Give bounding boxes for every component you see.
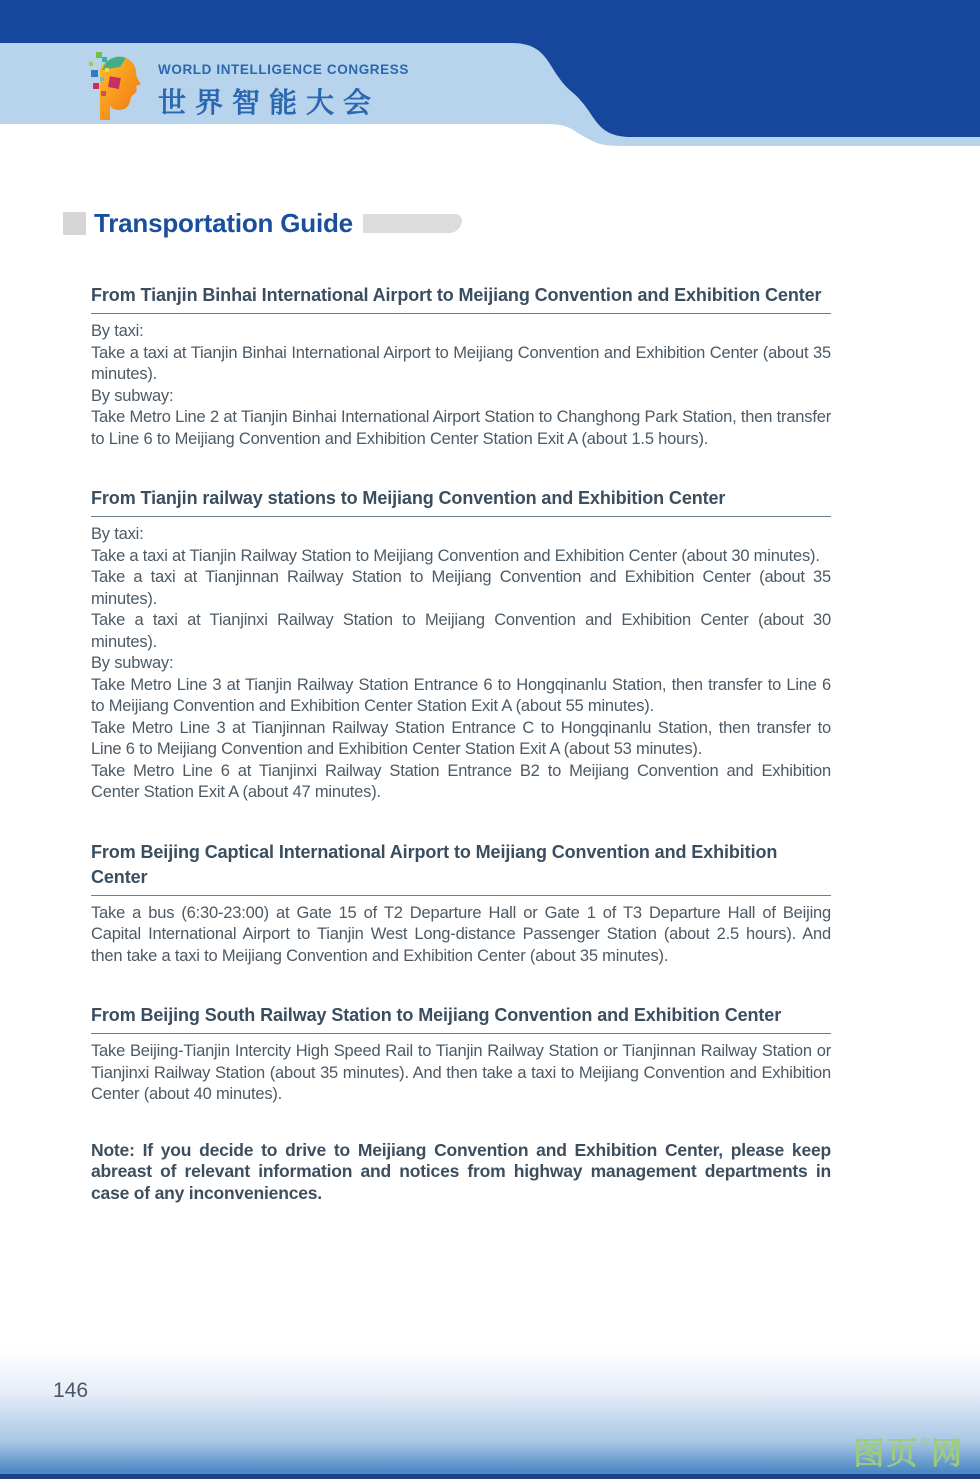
- section-heading: From Beijing Captical International Airport to Meijiang Convention and Exhibition Center: [91, 840, 831, 896]
- body-paragraph: By taxi:: [91, 525, 144, 543]
- logo-chinese-name: 世界智能大会: [158, 87, 381, 118]
- title-row: [63, 207, 980, 239]
- section-heading: From Beijing South Railway Station to Meijiang Convention and Exhibition Center: [91, 1003, 831, 1034]
- wic-logo-head-icon: [88, 50, 148, 122]
- body-paragraph: Take Metro Line 3 at Tianjinnan Railway Station Entrance C to Hongqinanlu Station, then transfer to Line 6 to Meijiang Convention and Exhibition Center Station Exit A (about 53 minutes).: [91, 718, 831, 758]
- body-paragraph: Take a bus (6:30-23:00) at Gate 15 of T2 Departure Hall or Gate 1 of T3 Departure Hall of Beijing Capital International Airport to Tianjin West Long-distance Passenger Station (about 2.5 hours). And then take a taxi to Meijiang Convention and Exhibition Center (about 35 minutes).: [91, 903, 831, 965]
- watermark-text-left: 图页: [853, 1436, 920, 1471]
- title-bar-decoration: [363, 214, 462, 233]
- body-paragraph: Take a taxi at Tianjinnan Railway Station to Meijiang Convention and Exhibition Center (about 35 minutes).: [91, 568, 831, 608]
- body-paragraph: Take a taxi at Tianjin Railway Station to Meijiang Convention and Exhibition Center (about 30 minutes).: [91, 546, 820, 565]
- watermark-text-right: 网: [931, 1436, 964, 1471]
- section-body: [91, 1041, 831, 1106]
- section-heading: From Tianjin railway stations to Meijiang Convention and Exhibition Center: [91, 486, 831, 517]
- section-beijing-south-railway: [91, 1003, 831, 1106]
- body-paragraph: Take a taxi at Tianjin Binhai International Airport to Meijiang Convention and Exhibition Center (about 35 minutes).: [91, 343, 831, 383]
- wic-logo-text: [158, 50, 409, 121]
- section-airport-tianjin: [91, 283, 831, 450]
- registered-mark-icon: ®: [920, 1434, 930, 1449]
- body-paragraph: By subway:: [91, 386, 174, 405]
- body-paragraph: Take Beijing-Tianjin Intercity High Speed Rail to Tianjin Railway Station or Tianjinnan Railway Station or Tianjinxi Railway Station (about 35 minutes). And then take a taxi to Meijiang Convention and Exhibition Center (about 40 minutes).: [91, 1042, 831, 1103]
- section-body: [91, 321, 831, 450]
- title-square-decoration: [63, 212, 86, 235]
- body-paragraph: By subway:: [91, 654, 174, 672]
- watermark: [853, 1435, 964, 1469]
- page-title: Transportation Guide: [94, 207, 353, 238]
- body-paragraph: Take Metro Line 3 at Tianjin Railway Station Entrance 6 to Hongqinanlu Station, then transfer to Line 6 to Meijiang Convention and Exhibition Center Station Exit A (about 55 minutes).: [91, 675, 831, 715]
- page-header: [0, 0, 980, 150]
- page-number: 146: [53, 1379, 89, 1402]
- content-area: [91, 283, 831, 1204]
- drive-note: [91, 1140, 831, 1205]
- body-paragraph: Take Metro Line 2 at Tianjin Binhai International Airport Station to Changhong Park Station, then transfer to Line 6 to Meijiang Convention and Exhibition Center Station Exit A (about 1.5 hours).: [91, 408, 831, 448]
- logo-english-name: WORLD INTELLIGENCE CONGRESS: [158, 62, 409, 77]
- body-paragraph: Take a taxi at Tianjinxi Railway Station to Meijiang Convention and Exhibition Center (about 30 minutes).: [91, 611, 831, 651]
- section-body: [91, 524, 831, 804]
- body-paragraph: Take Metro Line 6 at Tianjinxi Railway Station Entrance B2 to Meijiang Convention and Exhibition Center Station Exit A (about 47 minutes).: [91, 761, 831, 801]
- section-heading: From Tianjin Binhai International Airport to Meijiang Convention and Exhibition Center: [91, 283, 831, 314]
- section-beijing-capital-airport: [91, 840, 831, 968]
- body-paragraph: By taxi:: [91, 322, 144, 340]
- wic-logo: [88, 50, 409, 122]
- note-text: Note: If you decide to drive to Meijiang Convention and Exhibition Center, please keep abreast of relevant information and notices from highway management departments in case of any inconveniences.: [91, 1139, 831, 1203]
- section-railway-tianjin: [91, 486, 831, 804]
- bottom-bar-decoration: [0, 1474, 980, 1479]
- section-body: [91, 903, 831, 968]
